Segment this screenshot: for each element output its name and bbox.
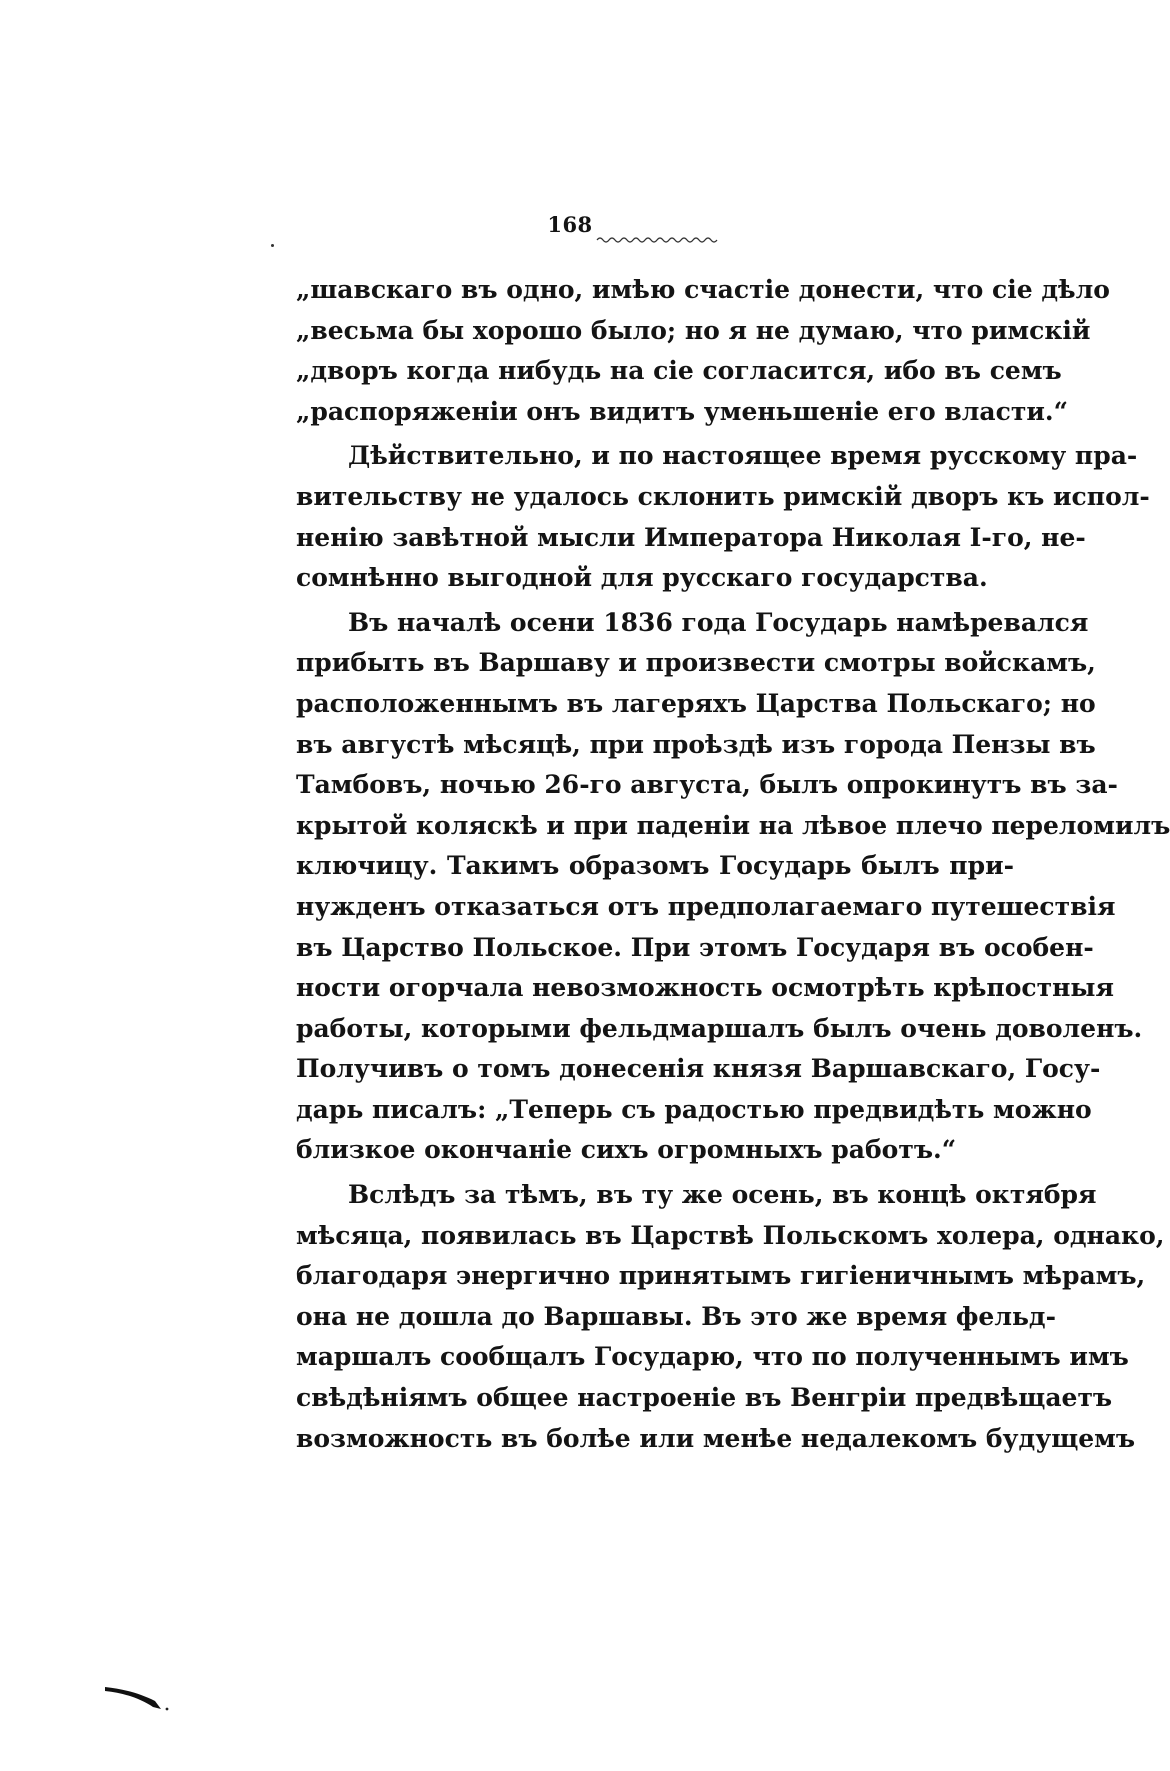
text-line: ненію завѣтной мысли Императора Николая I-го, не- [296, 522, 1086, 552]
paragraph [296, 1175, 1165, 1459]
text-line: „весьма бы хорошо было; но я не думаю, что римскій [296, 315, 1091, 345]
text-line: работы, которыми фельдмаршалъ былъ очень доволенъ. [296, 1013, 1143, 1043]
text-line: она не дошла до Варшавы. Въ это же время фельд- [296, 1301, 1056, 1331]
text-line: Дѣйствительно, и по настоящее время русскому пра- [348, 441, 1138, 471]
text-line: въ Царство Польское. При этомъ Государя въ особен- [296, 932, 1094, 962]
wavy-rule-ornament [597, 236, 719, 248]
text-line: нужденъ отказаться отъ предполагаемаго путешествія [296, 891, 1116, 921]
text-line: Получивъ о томъ донесенія князя Варшавскаго, Госу- [296, 1054, 1101, 1084]
text-line: расположеннымъ въ лагеряхъ Царства Польскаго; но [296, 688, 1096, 718]
text-line: Вслѣдъ за тѣмъ, въ ту же осень, въ концѣ октября [348, 1180, 1097, 1210]
body-text [296, 270, 1170, 1459]
text-line: благодаря энергично принятымъ гигіеничнымъ мѣрамъ, [296, 1261, 1146, 1291]
stray-dot [271, 244, 274, 247]
text-line: маршалъ сообщалъ Государю, что по полученнымъ имъ [296, 1342, 1129, 1372]
text-line: свѣдѣніямъ общее настроеніе въ Венгріи предвѣщаетъ [296, 1383, 1113, 1413]
text-line: ности огорчала невозможность осмотрѣть крѣпостныя [296, 973, 1114, 1003]
text-line: Въ началѣ осени 1836 года Государь намѣревался [348, 607, 1089, 637]
text-line: дарь писалъ: „Теперь съ радостью предвидѣть можно [296, 1094, 1092, 1124]
text-line: „распоряженіи онъ видитъ уменьшеніе его власти.“ [296, 396, 1068, 426]
text-line: „шавскаго въ одно, имѣю счастіе донести, что сіе дѣло [296, 275, 1110, 304]
text-line: „дворъ когда нибудь на сіе согласится, ибо въ семъ [296, 356, 1062, 386]
text-line: въ августѣ мѣсяцѣ, при проѣздѣ изъ города Пензы въ [296, 729, 1096, 759]
paragraph [296, 603, 1170, 1171]
ink-mark [103, 1683, 183, 1713]
text-line: прибыть въ Варшаву и произвести смотры войскамъ, [296, 648, 1096, 678]
text-line: возможность въ болѣе или менѣе недалекомъ будущемъ [296, 1423, 1136, 1453]
paragraph [296, 270, 1110, 432]
text-line: ключицу. Такимъ образомъ Государь былъ при- [296, 851, 1014, 881]
paragraph [296, 436, 1150, 598]
text-line: Тамбовъ, ночью 26-го августа, былъ опрокинутъ въ за- [296, 770, 1118, 800]
text-line: крытой коляскѣ и при паденіи на лѣвое плечо переломилъ [296, 810, 1170, 840]
text-line: вительству не удалось склонить римскій дворъ къ испол- [296, 481, 1150, 511]
text-line: мѣсяца, появилась въ Царствѣ Польскомъ холера, однако, [296, 1220, 1165, 1250]
text-line: сомнѣнно выгодной для русскаго государства. [296, 563, 988, 593]
text-line: близкое окончаніе сихъ огромныхъ работъ.“ [296, 1135, 957, 1165]
page-number: 168 [547, 212, 593, 237]
